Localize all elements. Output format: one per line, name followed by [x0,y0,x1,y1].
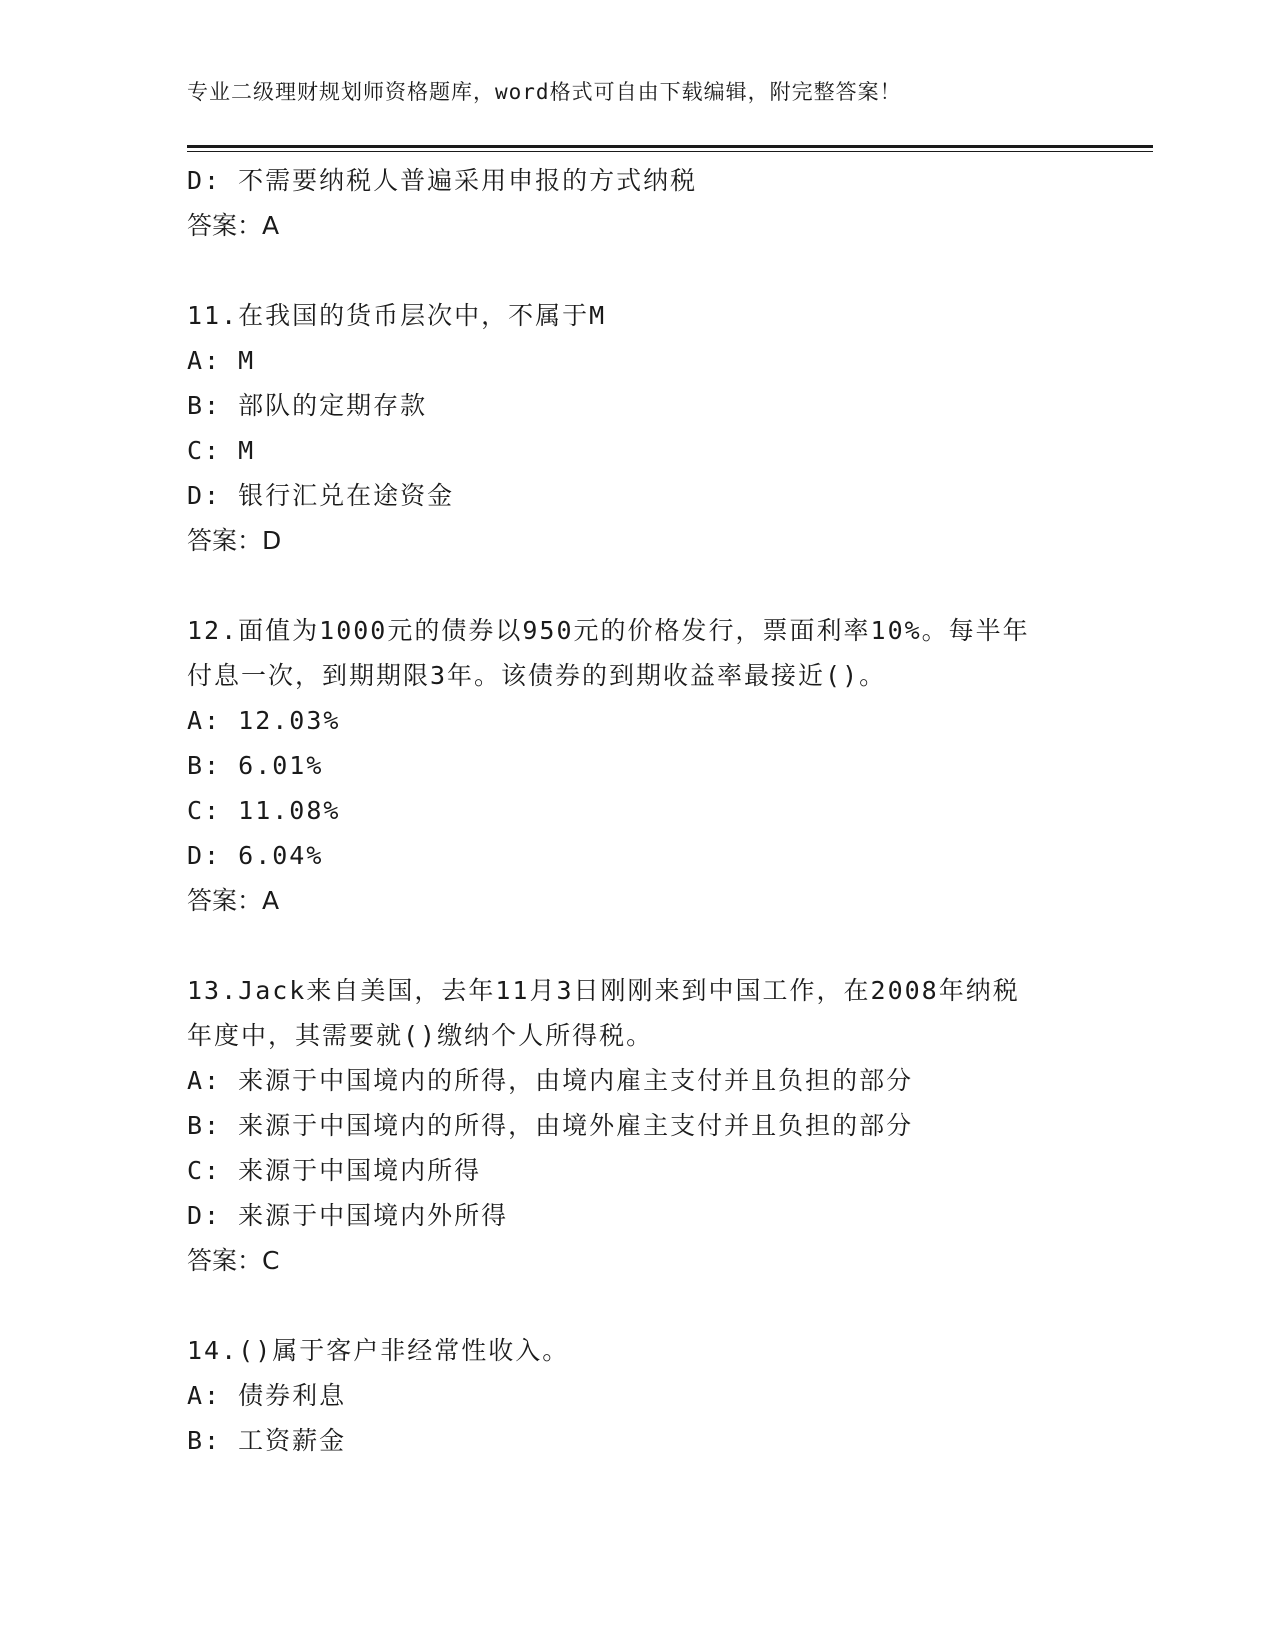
spacer [187,923,1087,968]
option-d: D: 来源于中国境内外所得 [187,1201,509,1230]
option-a: A: M [187,346,256,375]
question-14 [187,1328,1087,1463]
question-list [187,158,1087,1463]
header-rule-thin [187,151,1153,152]
option-a: A: 来源于中国境内的所得，由境内雇主支付并且负担的部分 [187,1066,914,1095]
spacer [187,248,1087,293]
option-b: B: 来源于中国境内的所得，由境外雇主支付并且负担的部分 [187,1111,914,1140]
option-b: B: 部队的定期存款 [187,391,428,420]
question-11 [187,293,1087,563]
question-13 [187,968,1087,1283]
question-stem-line-1: 12.面值为1000元的债券以950元的价格发行，票面利率10%。每半年 [187,616,1030,645]
spacer [187,563,1087,608]
option-b: B: 6.01% [187,751,324,780]
header-rule-thick [187,145,1153,148]
answer-line: 答案：C [187,1246,280,1275]
page-header: 专业二级理财规划师资格题库，word格式可自由下载编辑，附完整答案！ [187,80,902,104]
option-a: A: 12.03% [187,706,341,735]
answer-line: 答案：A [187,211,280,240]
option-d: D: 6.04% [187,841,324,870]
question-stem: 14.()属于客户非经常性收入。 [187,1336,570,1365]
answer-line: 答案：D [187,526,282,555]
option-d: D: 不需要纳税人普遍采用申报的方式纳税 [187,166,698,195]
question-stem: 11.在我国的货币层次中，不属于M [187,301,607,330]
option-c: C: 来源于中国境内所得 [187,1156,482,1185]
answer-line: 答案：A [187,886,280,915]
spacer [187,1283,1087,1328]
option-a: A: 债券利息 [187,1381,347,1410]
question-stem-line-2: 年度中，其需要就()缴纳个人所得税。 [187,1021,654,1050]
option-d: D: 银行汇兑在途资金 [187,481,455,510]
option-c: C: M [187,436,256,465]
question-12 [187,608,1087,923]
option-b: B: 工资薪金 [187,1426,347,1455]
question-stem-line-1: 13.Jack来自美国，去年11月3日刚刚来到中国工作，在2008年纳税 [187,976,1020,1005]
option-c: C: 11.08% [187,796,341,825]
question-stem-line-2: 付息一次，到期期限3年。该债券的到期收益率最接近()。 [187,661,887,690]
